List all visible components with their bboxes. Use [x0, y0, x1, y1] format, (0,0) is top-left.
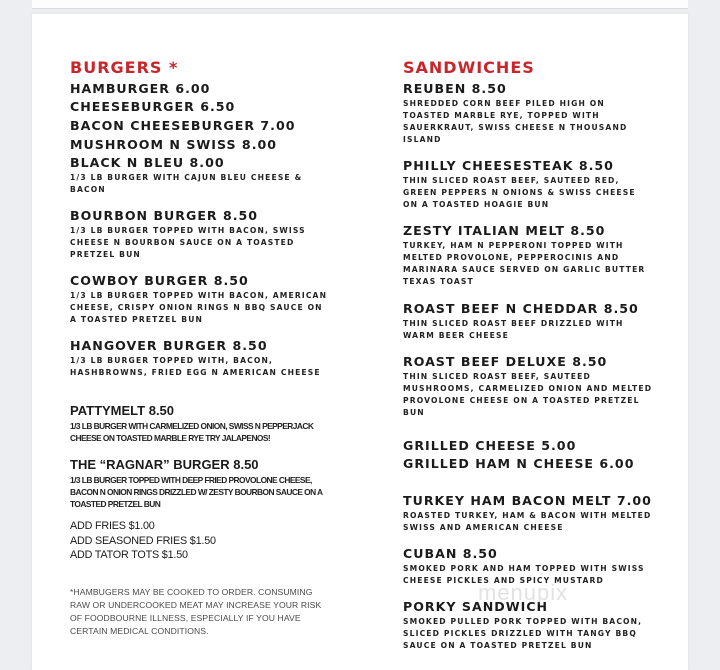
item-description: 1/3 LB BURGER TOPPED WITH DEEP FRIED PROVOLONE CHEESE, BACON N ONION RINGS DRIZZLED W/ ZESTY BOURBON SAUCE ON A TOASTED PRETZEL BUN — [70, 475, 323, 509]
addon-tator-tots: ADD TATOR TOTS $1.50 — [70, 549, 188, 561]
addon-fries: ADD FRIES $1.00 — [70, 520, 155, 532]
menu-item-mushroom-swiss — [70, 136, 330, 154]
item-name: CHEESEBURGER 6.50 — [70, 99, 236, 114]
item-description: 1/3 LB BURGER WITH CAJUN BLEU CHEESE & BACON — [70, 173, 303, 194]
item-name: BACON CHEESEBURGER 7.00 — [70, 118, 296, 133]
item-name: HANGOVER BURGER 8.50 — [70, 338, 268, 353]
menu-item-black-n-bleu — [70, 154, 330, 196]
item-description: 1/3 LB BURGER TOPPED WITH, BACON, HASHBROWNS, FRIED EGG N AMERICAN CHEESE — [70, 356, 321, 377]
item-name: PORKY SANDWICH — [403, 599, 549, 614]
item-description: SMOKED PULLED PORK TOPPED WITH BACON, SLICED PICKLES DRIZZLED WITH TANGY BBQ SAUCE ON A TOASTED PRETZEL BUN — [403, 617, 643, 650]
item-name: ROAST BEEF N CHEDDAR 8.50 — [403, 301, 639, 316]
menu-item-roast-beef-cheddar — [403, 300, 653, 342]
item-description: SMOKED PORK AND HAM TOPPED WITH SWISS CHEESE PICKLES AND SPICY MUSTARD — [403, 564, 645, 585]
menu-item-philly-cheesesteak — [403, 157, 653, 211]
item-description: SHREDDED CORN BEEF PILED HIGH ON TOASTED MARBLE RYE, TOPPED WITH SAUERKRAUT, SWISS CHEESE N THOUSAND ISLAND — [403, 99, 628, 144]
item-description: TURKEY, HAM N PEPPERONI TOPPED WITH MELTED PROVOLONE, PEPPEROCINIS AND MARINARA SAUCE SERVED ON GARLIC BUTTER TEXAS TOAST — [403, 241, 646, 286]
menu-item-reuben — [403, 80, 653, 146]
menu-item-cowboy-burger — [70, 272, 330, 326]
item-name: CUBAN 8.50 — [403, 546, 498, 561]
item-description: THIN SLICED ROAST BEEF DRIZZLED WITH WARM BEER CHEESE — [403, 319, 624, 340]
menu-item-grilled-ham-cheese — [403, 455, 653, 473]
item-description: THIN SLICED ROAST BEEF, SAUTEED MUSHROOMS, CARMELIZED ONION AND MELTED PROVOLONE CHEESE ON A TOASTED PRETZEL BUN — [403, 372, 653, 417]
menu-item-zesty-italian-melt — [403, 222, 653, 288]
item-name: TURKEY HAM BACON MELT 7.00 — [403, 493, 652, 508]
item-name: PATTYMELT 8.50 — [70, 403, 175, 418]
menu-item-cheeseburger — [70, 98, 330, 116]
item-name: THE “RAGNAR” BURGER 8.50 — [70, 457, 259, 472]
menu-item-bourbon-burger — [70, 207, 330, 261]
menu-item-cuban — [403, 545, 653, 587]
burgers-title: BURGERS * — [70, 58, 179, 77]
item-description: THIN SLICED ROAST BEEF, SAUTEED RED, GREEN PEPPERS N ONIONS & SWISS CHEESE ON A TOASTED HOAGIE BUN — [403, 176, 636, 209]
menu-item-roast-beef-deluxe — [403, 353, 653, 419]
menu-item-grilled-cheese — [403, 437, 653, 455]
menu-item-turkey-ham-bacon-melt — [403, 492, 653, 534]
menu-item-pattymelt — [70, 402, 330, 444]
menu-item-porky-sandwich — [403, 598, 653, 652]
item-name: HAMBURGER 6.00 — [70, 81, 211, 96]
menu-item-bacon-cheeseburger — [70, 117, 330, 135]
menu-item-hangover-burger — [70, 337, 330, 379]
side-addons — [70, 519, 216, 563]
item-description: 1/3 LB BURGER WITH CARMELIZED ONION, SWISS N PEPPERJACK CHEESE ON TOASTED MARBLE RYE TRY JALAPENOS! — [70, 421, 314, 443]
sandwiches-title: SANDWICHES — [403, 58, 535, 77]
item-name: PHILLY CHEESESTEAK 8.50 — [403, 158, 614, 173]
item-name: BOURBON BURGER 8.50 — [70, 208, 259, 223]
item-name: COWBOY BURGER 8.50 — [70, 273, 249, 288]
item-description: 1/3 LB BURGER TOPPED WITH BACON, SWISS CHEESE N BOURBON SAUCE ON A TOASTED PRETZEL BUN — [70, 226, 306, 259]
addon-seasoned-fries: ADD SEASONED FRIES $1.50 — [70, 534, 216, 547]
menupix-watermark: menupix — [478, 580, 569, 605]
item-name: BLACK N BLEU 8.00 — [70, 155, 225, 170]
item-name: MUSHROOM N SWISS 8.00 — [70, 137, 277, 152]
item-description: 1/3 LB BURGER TOPPED WITH BACON, AMERICAN CHEESE, CRISPY ONION RINGS N BBQ SAUCE ON A TOASTED PRETZEL BUN — [70, 291, 328, 324]
item-name: GRILLED HAM N CHEESE 6.00 — [403, 456, 635, 471]
menu-item-hamburger — [70, 80, 330, 98]
item-description: ROASTED TURKEY, HAM & BACON WITH MELTED SWISS AND AMERICAN CHEESE — [403, 511, 652, 532]
item-name: REUBEN 8.50 — [403, 81, 507, 96]
menu-page — [32, 14, 688, 670]
consumer-advisory-note: *HAMBUGERS MAY BE COOKED TO ORDER. CONSUMING RAW OR UNDERCOOKED MEAT MAY INCREASE YOUR RISK OF FOODBOURNE ILLNESS, ESPECIALLY IF YOU HAVE CERTAIN MEDICAL CONDITIONS. — [70, 587, 322, 636]
item-name: ROAST BEEF DELUXE 8.50 — [403, 354, 608, 369]
menu-item-ragnar-burger — [70, 456, 330, 510]
previous-page-edge — [32, 0, 688, 9]
item-name: ZESTY ITALIAN MELT 8.50 — [403, 223, 606, 238]
item-name: GRILLED CHEESE 5.00 — [403, 438, 577, 453]
